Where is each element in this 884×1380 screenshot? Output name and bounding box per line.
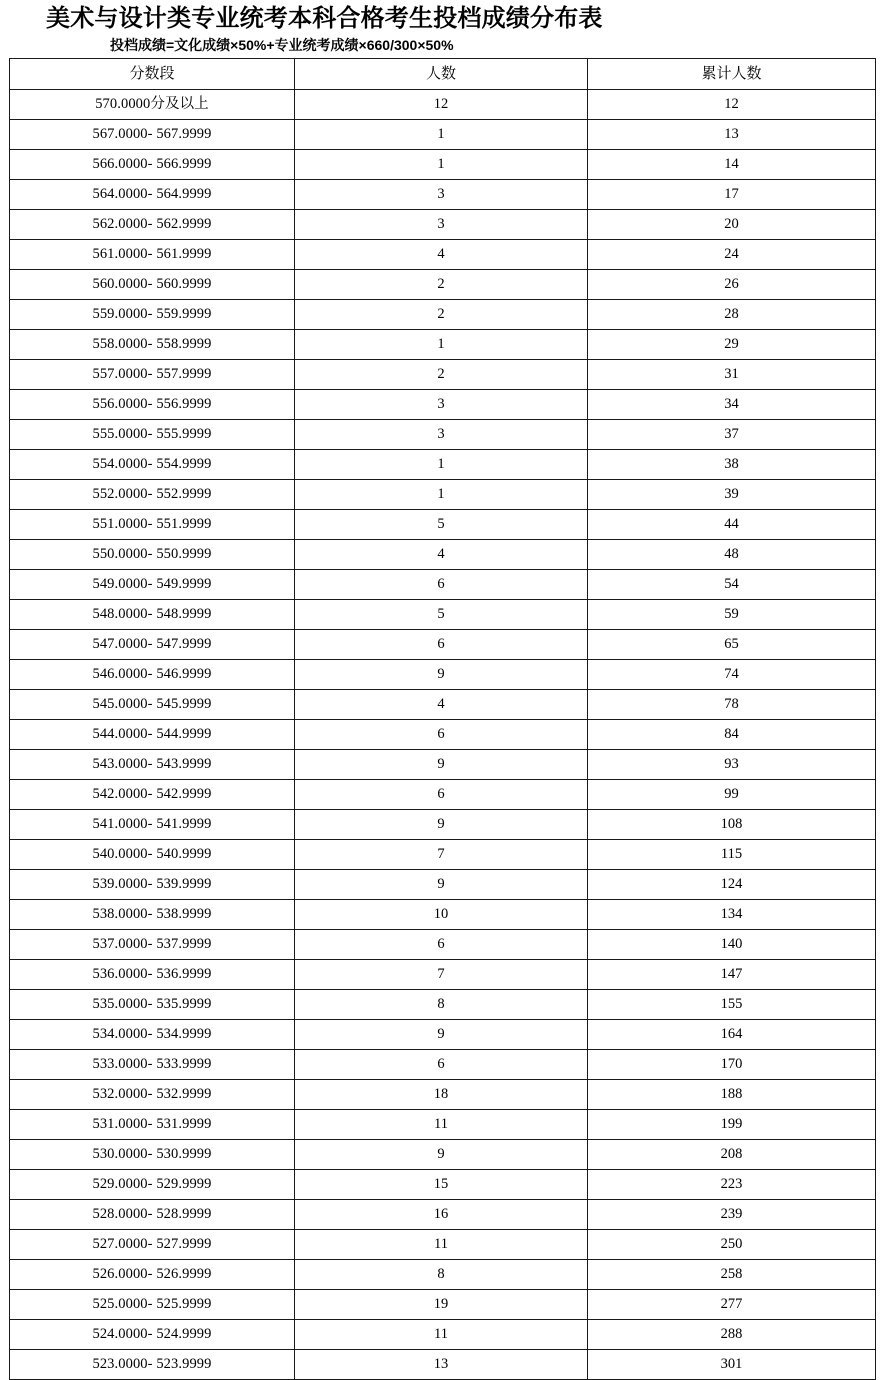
- cell-cumulative-count: 24: [588, 240, 876, 270]
- cell-score-range: 536.0000- 536.9999: [10, 960, 295, 990]
- cell-cumulative-count: 17: [588, 180, 876, 210]
- table-header-row: [10, 59, 876, 90]
- score-formula-note: 投档成绩=文化成绩×50%+专业统考成绩×660/300×50%: [110, 37, 454, 53]
- cell-score-range: 567.0000- 567.9999: [10, 120, 295, 150]
- table-row: [10, 660, 876, 690]
- cell-score-range: 544.0000- 544.9999: [10, 720, 295, 750]
- cell-count: 18: [295, 1080, 588, 1110]
- cell-score-range: 556.0000- 556.9999: [10, 390, 295, 420]
- cell-count: 3: [295, 180, 588, 210]
- cell-score-range: 526.0000- 526.9999: [10, 1260, 295, 1290]
- cell-count: 3: [295, 420, 588, 450]
- cell-score-range: 555.0000- 555.9999: [10, 420, 295, 450]
- cell-cumulative-count: 99: [588, 780, 876, 810]
- cell-score-range: 527.0000- 527.9999: [10, 1230, 295, 1260]
- table-row: [10, 330, 876, 360]
- cell-cumulative-count: 38: [588, 450, 876, 480]
- cell-count: 6: [295, 720, 588, 750]
- cell-score-range: 523.0000- 523.9999: [10, 1350, 295, 1380]
- table-row: [10, 1350, 876, 1380]
- cell-cumulative-count: 14: [588, 150, 876, 180]
- table-row: [10, 690, 876, 720]
- table-row: [10, 1140, 876, 1170]
- cell-count: 10: [295, 900, 588, 930]
- cell-score-range: 524.0000- 524.9999: [10, 1320, 295, 1350]
- cell-score-range: 550.0000- 550.9999: [10, 540, 295, 570]
- table-row: [10, 180, 876, 210]
- table-row: [10, 1050, 876, 1080]
- cell-score-range: 533.0000- 533.9999: [10, 1050, 295, 1080]
- cell-score-range: 549.0000- 549.9999: [10, 570, 295, 600]
- table-row: [10, 270, 876, 300]
- table-row: [10, 990, 876, 1020]
- cell-count: 4: [295, 540, 588, 570]
- cell-score-range: 543.0000- 543.9999: [10, 750, 295, 780]
- table-row: [10, 1230, 876, 1260]
- cell-cumulative-count: 31: [588, 360, 876, 390]
- cell-cumulative-count: 48: [588, 540, 876, 570]
- cell-cumulative-count: 84: [588, 720, 876, 750]
- cell-cumulative-count: 223: [588, 1170, 876, 1200]
- table-row: [10, 720, 876, 750]
- cell-score-range: 554.0000- 554.9999: [10, 450, 295, 480]
- cell-cumulative-count: 13: [588, 120, 876, 150]
- cell-cumulative-count: 250: [588, 1230, 876, 1260]
- cell-cumulative-count: 155: [588, 990, 876, 1020]
- cell-cumulative-count: 288: [588, 1320, 876, 1350]
- table-row: [10, 1020, 876, 1050]
- cell-cumulative-count: 124: [588, 870, 876, 900]
- cell-count: 6: [295, 780, 588, 810]
- cell-cumulative-count: 239: [588, 1200, 876, 1230]
- cell-score-range: 539.0000- 539.9999: [10, 870, 295, 900]
- table-row: [10, 1170, 876, 1200]
- cell-count: 6: [295, 930, 588, 960]
- cell-count: 5: [295, 600, 588, 630]
- cell-score-range: 548.0000- 548.9999: [10, 600, 295, 630]
- cell-count: 9: [295, 1020, 588, 1050]
- cell-cumulative-count: 188: [588, 1080, 876, 1110]
- cell-count: 1: [295, 450, 588, 480]
- column-header-count: 人数: [295, 59, 588, 90]
- cell-count: 1: [295, 480, 588, 510]
- cell-count: 7: [295, 840, 588, 870]
- cell-count: 1: [295, 150, 588, 180]
- table-row: [10, 150, 876, 180]
- cell-score-range: 535.0000- 535.9999: [10, 990, 295, 1020]
- cell-count: 11: [295, 1110, 588, 1140]
- table-row: [10, 900, 876, 930]
- table-row: [10, 960, 876, 990]
- cell-score-range: 529.0000- 529.9999: [10, 1170, 295, 1200]
- cell-score-range: 542.0000- 542.9999: [10, 780, 295, 810]
- cell-score-range: 552.0000- 552.9999: [10, 480, 295, 510]
- table-row: [10, 510, 876, 540]
- page-title: 美术与设计类专业统考本科合格考生投档成绩分布表: [46, 5, 603, 32]
- cell-count: 6: [295, 630, 588, 660]
- table-row: [10, 540, 876, 570]
- table-row: [10, 1290, 876, 1320]
- cell-cumulative-count: 277: [588, 1290, 876, 1320]
- cell-count: 15: [295, 1170, 588, 1200]
- cell-score-range: 547.0000- 547.9999: [10, 630, 295, 660]
- cell-score-range: 528.0000- 528.9999: [10, 1200, 295, 1230]
- table-row: [10, 810, 876, 840]
- score-distribution-table: [9, 58, 876, 1380]
- table-row: [10, 630, 876, 660]
- cell-count: 7: [295, 960, 588, 990]
- table-row: [10, 120, 876, 150]
- table-row: [10, 570, 876, 600]
- cell-count: 6: [295, 570, 588, 600]
- cell-count: 9: [295, 1140, 588, 1170]
- cell-cumulative-count: 28: [588, 300, 876, 330]
- cell-score-range: 538.0000- 538.9999: [10, 900, 295, 930]
- cell-cumulative-count: 29: [588, 330, 876, 360]
- cell-score-range: 541.0000- 541.9999: [10, 810, 295, 840]
- cell-score-range: 545.0000- 545.9999: [10, 690, 295, 720]
- table-row: [10, 480, 876, 510]
- cell-count: 1: [295, 120, 588, 150]
- cell-cumulative-count: 208: [588, 1140, 876, 1170]
- cell-count: 4: [295, 690, 588, 720]
- table-row: [10, 1200, 876, 1230]
- cell-cumulative-count: 20: [588, 210, 876, 240]
- cell-count: 2: [295, 300, 588, 330]
- cell-score-range: 558.0000- 558.9999: [10, 330, 295, 360]
- cell-count: 16: [295, 1200, 588, 1230]
- cell-score-range: 540.0000- 540.9999: [10, 840, 295, 870]
- cell-cumulative-count: 170: [588, 1050, 876, 1080]
- cell-cumulative-count: 34: [588, 390, 876, 420]
- cell-score-range: 530.0000- 530.9999: [10, 1140, 295, 1170]
- cell-count: 2: [295, 270, 588, 300]
- cell-score-range: 559.0000- 559.9999: [10, 300, 295, 330]
- table-row: [10, 90, 876, 120]
- cell-count: 11: [295, 1320, 588, 1350]
- cell-count: 19: [295, 1290, 588, 1320]
- table-row: [10, 1260, 876, 1290]
- cell-cumulative-count: 258: [588, 1260, 876, 1290]
- cell-count: 8: [295, 990, 588, 1020]
- cell-score-range: 546.0000- 546.9999: [10, 660, 295, 690]
- cell-cumulative-count: 37: [588, 420, 876, 450]
- cell-count: 9: [295, 750, 588, 780]
- cell-cumulative-count: 108: [588, 810, 876, 840]
- cell-cumulative-count: 74: [588, 660, 876, 690]
- cell-cumulative-count: 134: [588, 900, 876, 930]
- cell-cumulative-count: 65: [588, 630, 876, 660]
- table-row: [10, 1320, 876, 1350]
- cell-cumulative-count: 78: [588, 690, 876, 720]
- table-row: [10, 1080, 876, 1110]
- column-header-range: 分数段: [10, 59, 295, 90]
- table-row: [10, 240, 876, 270]
- cell-cumulative-count: 301: [588, 1350, 876, 1380]
- cell-cumulative-count: 54: [588, 570, 876, 600]
- cell-score-range: 525.0000- 525.9999: [10, 1290, 295, 1320]
- cell-count: 3: [295, 210, 588, 240]
- cell-cumulative-count: 39: [588, 480, 876, 510]
- table-row: [10, 390, 876, 420]
- cell-count: 5: [295, 510, 588, 540]
- cell-score-range: 561.0000- 561.9999: [10, 240, 295, 270]
- cell-count: 12: [295, 90, 588, 120]
- table-row: [10, 750, 876, 780]
- cell-cumulative-count: 147: [588, 960, 876, 990]
- cell-score-range: 562.0000- 562.9999: [10, 210, 295, 240]
- cell-score-range: 566.0000- 566.9999: [10, 150, 295, 180]
- cell-count: 3: [295, 390, 588, 420]
- cell-score-range: 560.0000- 560.9999: [10, 270, 295, 300]
- table-row: [10, 870, 876, 900]
- table-row: [10, 300, 876, 330]
- cell-count: 11: [295, 1230, 588, 1260]
- cell-cumulative-count: 59: [588, 600, 876, 630]
- cell-cumulative-count: 164: [588, 1020, 876, 1050]
- cell-score-range: 537.0000- 537.9999: [10, 930, 295, 960]
- cell-count: 9: [295, 810, 588, 840]
- cell-cumulative-count: 115: [588, 840, 876, 870]
- cell-cumulative-count: 26: [588, 270, 876, 300]
- cell-score-range: 534.0000- 534.9999: [10, 1020, 295, 1050]
- cell-score-range: 531.0000- 531.9999: [10, 1110, 295, 1140]
- cell-cumulative-count: 93: [588, 750, 876, 780]
- cell-score-range: 557.0000- 557.9999: [10, 360, 295, 390]
- table-row: [10, 450, 876, 480]
- cell-cumulative-count: 12: [588, 90, 876, 120]
- table-body: [10, 90, 876, 1380]
- cell-count: 2: [295, 360, 588, 390]
- table-row: [10, 210, 876, 240]
- cell-count: 13: [295, 1350, 588, 1380]
- cell-count: 9: [295, 660, 588, 690]
- table-row: [10, 930, 876, 960]
- cell-score-range: 570.0000分及以上: [10, 90, 295, 120]
- cell-cumulative-count: 199: [588, 1110, 876, 1140]
- cell-count: 9: [295, 870, 588, 900]
- cell-count: 6: [295, 1050, 588, 1080]
- cell-count: 4: [295, 240, 588, 270]
- table-row: [10, 840, 876, 870]
- score-table-container: [9, 58, 875, 1380]
- cell-cumulative-count: 44: [588, 510, 876, 540]
- table-row: [10, 420, 876, 450]
- table-row: [10, 360, 876, 390]
- table-row: [10, 780, 876, 810]
- column-header-cumulative: 累计人数: [588, 59, 876, 90]
- cell-score-range: 551.0000- 551.9999: [10, 510, 295, 540]
- table-row: [10, 600, 876, 630]
- cell-cumulative-count: 140: [588, 930, 876, 960]
- table-row: [10, 1110, 876, 1140]
- cell-score-range: 564.0000- 564.9999: [10, 180, 295, 210]
- cell-count: 1: [295, 330, 588, 360]
- cell-count: 8: [295, 1260, 588, 1290]
- cell-score-range: 532.0000- 532.9999: [10, 1080, 295, 1110]
